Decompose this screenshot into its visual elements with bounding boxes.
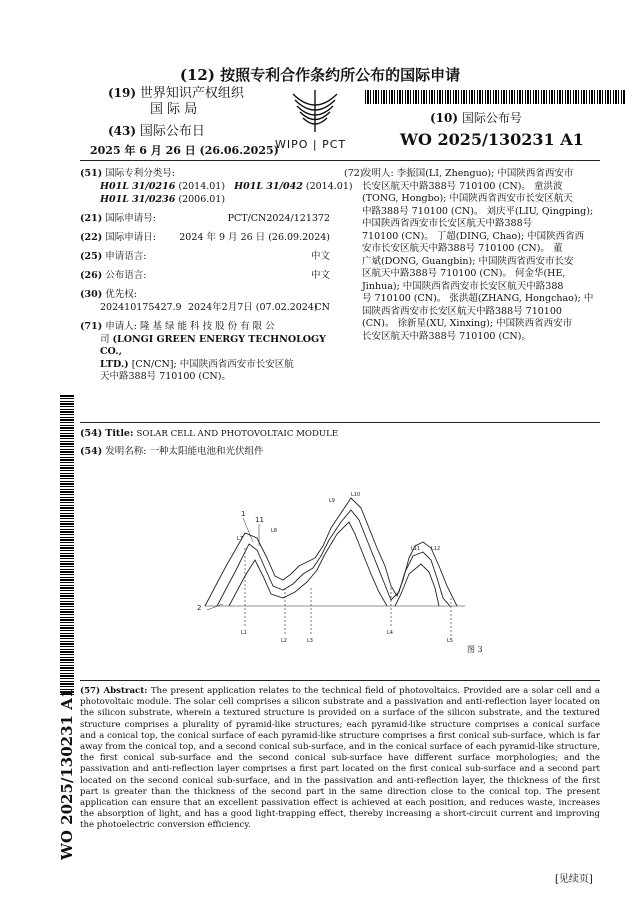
organization-block: [108, 86, 244, 101]
fig-label: L4: [387, 630, 393, 636]
applicant-line-3a: LTD.): [100, 358, 129, 370]
pub-language-value: 中文: [310, 270, 330, 281]
ipc-line-2: [100, 194, 225, 207]
inventor-line: 中国陕西省西安市长安区航天中路388号: [362, 218, 533, 229]
wipo-logo-text: WIPO | PCT: [275, 138, 347, 151]
pubdate-label-block: [108, 124, 205, 139]
filing-language-value: 中文: [310, 251, 330, 262]
barcode-side: [60, 395, 74, 695]
org-subname: 国 际 局: [150, 102, 198, 117]
ipc-class-2: H01L 31/042: [234, 181, 303, 192]
title-en-label: Title:: [105, 428, 134, 439]
pub-language-field: [80, 270, 330, 283]
ipc-class-1: H01L 31/0216: [100, 181, 176, 192]
ipc-class-2-date: (2014.01): [305, 181, 353, 192]
continued-note: [见续页]: [555, 874, 593, 885]
ipc-label: 国际专利分类号:: [105, 168, 175, 179]
title-en-value: SOLAR CELL AND PHOTOVOLTAIC MODULE: [136, 429, 339, 439]
inventor-line: (CN)。 徐新星(XU, Xinxing); 中国陕西省西安市: [362, 318, 573, 329]
inventor-line: 长安区航天中路388号 710100 (CN)。: [362, 330, 531, 342]
pubno-code: (10): [430, 111, 459, 125]
ipc-field: [80, 168, 175, 181]
ipc-code: (51): [80, 168, 103, 179]
applicant-line-2a: 司: [100, 333, 110, 345]
pubdate-code: (43): [108, 124, 137, 138]
pub-language-code: (26): [80, 270, 103, 281]
pubdate-label: 国际公布日: [139, 124, 205, 139]
ipc-line-1: [100, 181, 353, 194]
barcode-top: [365, 90, 625, 104]
priority-field: [80, 289, 137, 302]
filing-date-code: (22): [80, 232, 103, 243]
inventors-code: (72): [344, 168, 364, 179]
fig-label: L10: [351, 492, 361, 498]
inventor-line: 国陕西省西安市长安区航天中路388号 710100: [362, 305, 562, 317]
applicant-line-4: 天中路388号 710100 (CN)。: [100, 371, 231, 382]
priority-country: CN: [314, 302, 330, 313]
inventor-line: 710100 (CN)。 丁超(DING, Chao); 中国陕西省西: [362, 230, 585, 242]
priority-number: 202410175427.9: [100, 302, 182, 313]
patent-figure: [195, 488, 495, 658]
title-divider: [80, 422, 600, 423]
app-number-value: PCT/CN2024/121372: [227, 213, 330, 224]
inventors-block: [362, 168, 600, 343]
title-zh-code: (54): [80, 446, 103, 457]
fig-label: L3: [307, 638, 313, 644]
fig-label: L11: [411, 546, 421, 552]
priority-date: 2024年2月7日 (07.02.2024): [188, 302, 318, 313]
abstract-divider: [80, 680, 600, 681]
abstract: [80, 686, 600, 832]
applicant-line-2b: (LONGI GREEN ENERGY TECHNOLOGY CO.,: [100, 333, 326, 357]
inventor-line: (TONG, Hongbo); 中国陕西省西安市长安区航天: [362, 193, 573, 204]
org-name: 世界知识产权组织: [139, 86, 244, 101]
publication-number: WO 2025/130231 A1: [400, 130, 584, 149]
inventor-line: Jinhua); 中国陕西省西安市长安区航天中路388: [362, 280, 564, 292]
fig-label: L7: [237, 536, 243, 542]
abstract-text: The present application relates to the technical field of photovoltaics. Provided are a solar cell and a photovoltaic module. The solar cell comprises a silicon substrate and a passivation and anti-reflection layer located on the silicon substrate, wherein a textured structure is provided on a surface of the silicon substrate, and the textured structure comprises a plurality of pyramid-like structures; each pyramid-like structure comprises a conical surface and a conical top, the conical surface of each pyramid-like structure comprises a first conical sub-surface, which is far away from the conical top, and a second conical sub-surface, and in the conical surface of each pyramid-like structure, the first conical sub-surface and the second conical sub-surface have different surface morphologies; and the passivation and anti-reflection layer comprises a first part located on the first conical sub-surface and a second part located on the second conical sub-surface, and in the passivation and anti-reflection layer, the thickness of the first part is greater than the thickness of the second part in the same direction close to the conical top. The present application can ensure that an excellent passivation effect is achieved at each position, and reduces waste, increases the absorption of light, and has a good light-trapping effect, thereby increasing a short-circuit current and improving the photoelectric conversion efficiency.: [80, 686, 601, 831]
applicant-code: (71): [80, 321, 103, 332]
filing-language-label: 申请语言:: [105, 251, 147, 262]
abstract-label: Abstract:: [103, 686, 148, 696]
fig-label: 2: [197, 604, 202, 612]
applicant-field: [80, 321, 330, 384]
title-zh-value: 一种太阳能电池和光伏组件: [149, 446, 264, 457]
title-english: [80, 428, 338, 441]
pubno-label: 国际公布号: [461, 111, 522, 125]
ipc-class-3-date: (2006.01): [178, 194, 226, 205]
title-zh-label: 发明名称:: [105, 446, 147, 457]
filing-language-code: (25): [80, 251, 103, 262]
inventor-line: 号 710100 (CN)。 张洪超(ZHANG, Hongchao); 中: [362, 293, 594, 304]
inventor-line: 区航天中路388号 710100 (CN)。 何金华(HE,: [362, 268, 566, 279]
side-publication-number: WO 2025/130231 A1: [58, 687, 76, 860]
fig-label: L12: [431, 546, 441, 552]
priority-label: 优先权:: [105, 289, 137, 300]
pub-language-label: 公布语言:: [105, 270, 147, 281]
fig-label: L2: [281, 638, 287, 644]
fig-label: L5: [447, 638, 453, 644]
inventor-line: 安市长安区航天中路388号 710100 (CN)。 董: [362, 243, 563, 254]
header-divider: [80, 160, 600, 161]
inventor-line: 发明人: 李振国(LI, Zhenguo); 中国陕西省西安市: [362, 168, 574, 179]
inventor-line: 长安区航天中路388号 710100 (CN)。 童洪波: [362, 180, 563, 192]
ipc-class-1-date: (2014.01): [178, 181, 226, 192]
pubno-label-block: [430, 111, 522, 126]
fig-label: 11: [255, 516, 264, 524]
title-chinese: [80, 446, 264, 459]
priority-code: (30): [80, 289, 103, 300]
pubdate-value: 2025 年 6 月 26 日 (26.06.2025): [90, 144, 279, 157]
inventor-line: 中路388号 710100 (CN)。 刘庆平(LIU, Qingping);: [362, 205, 594, 217]
filing-date-value: 2024 年 9 月 26 日 (26.09.2024): [179, 232, 330, 243]
fig-label: 1: [241, 510, 246, 518]
fig-label: L9: [329, 498, 335, 504]
app-number-label: 国际申请号:: [105, 213, 156, 224]
filing-date-label: 国际申请日:: [105, 232, 156, 243]
figure-caption: 图 3: [467, 645, 483, 654]
inventor-line: 广斌(DONG, Guangbin); 中国陕西省西安市长安: [362, 255, 574, 267]
filing-date-field: [80, 232, 330, 245]
priority-entry: [100, 302, 330, 315]
ipc-class-3: H01L 31/0236: [100, 194, 176, 205]
app-number-field: [80, 213, 330, 226]
fig-label: L1: [241, 630, 247, 636]
fig-label: L8: [271, 528, 277, 534]
org-code: (19): [108, 86, 137, 100]
wipo-logo-icon: [285, 86, 345, 136]
abstract-code: (57): [80, 686, 101, 696]
applicant-line-3b: [CN/CN]; 中国陕西省西安市长安区航: [131, 358, 294, 370]
app-number-code: (21): [80, 213, 103, 224]
title-en-code: (54): [80, 428, 103, 439]
document-kind: (12) 按照专利合作条约所公布的国际申请: [179, 66, 461, 84]
applicant-line-1: 申请人: 隆 基 绿 能 科 技 股 份 有 限 公: [105, 321, 275, 332]
filing-language-field: [80, 251, 330, 264]
